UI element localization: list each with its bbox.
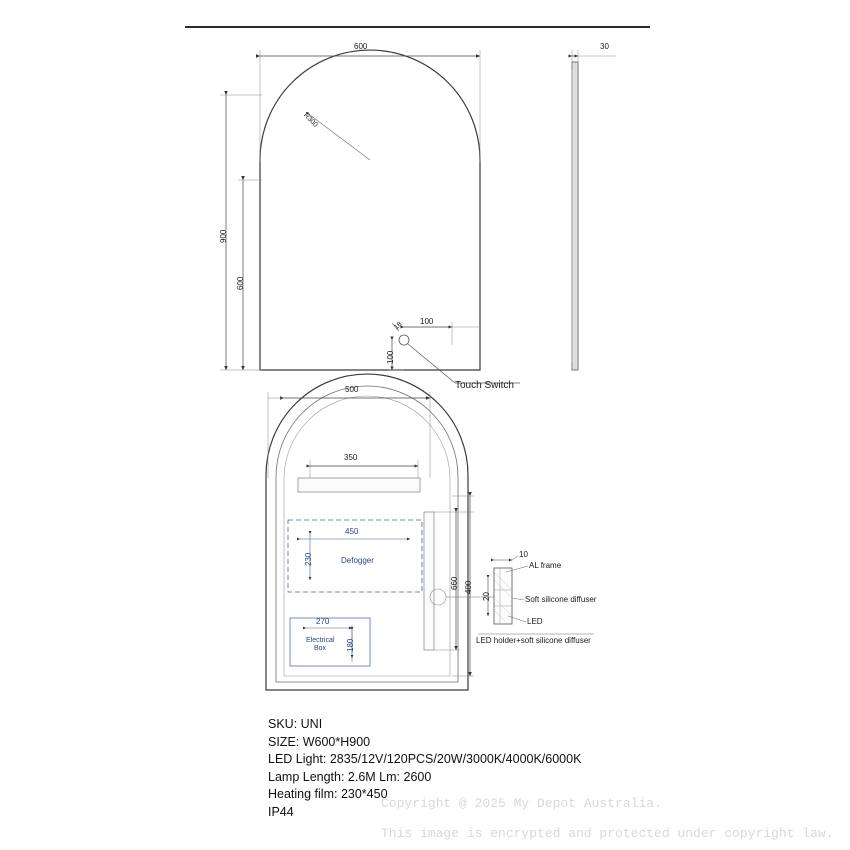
led-label: LED (527, 617, 543, 626)
front-width-label: 600 (354, 42, 368, 51)
spec-led-light: LED Light: 2835/12V/120PCS/20W/3000K/4000K/6000K (268, 752, 582, 766)
front-total-height-label: 900 (219, 229, 228, 243)
front-switch-dia-label: 18 (393, 320, 404, 332)
soft-silicone-diffuser-label: Soft silicone diffuser (525, 595, 597, 604)
watermark-notice: This image is encrypted and protected under copyright law. (381, 826, 834, 841)
back-width-label: 500 (345, 385, 359, 394)
watermark-copyright: Copyright @ 2025 My Depot Australia. (381, 796, 662, 811)
touch-switch-label: Touch Switch (455, 380, 514, 391)
side-thickness-label: 30 (600, 42, 609, 51)
spec-size: SIZE: W600*H900 (268, 734, 371, 749)
front-radius-label: R300 (302, 112, 319, 129)
spec-sku: SKU: UNI (268, 717, 323, 731)
detail-dim-20-label: 20 (482, 592, 491, 601)
electrical-box-width-label: 270 (316, 617, 330, 626)
spec-heating-film: Heating film: 230*450 (268, 787, 388, 801)
defogger-label: Defogger (341, 556, 374, 565)
spec-lamp-length: Lamp Length: 2.6M Lm: 2600 (268, 769, 432, 784)
electrical-box-height-label: 180 (346, 638, 355, 652)
detail-dim-10-label: 10 (519, 550, 528, 559)
al-frame-label: AL frame (529, 561, 562, 570)
defogger-top-width-label: 350 (344, 453, 358, 462)
led-holder-caption: LED holder+soft silicone diffuser (476, 636, 591, 645)
back-dim-400-label: 400 (464, 580, 473, 594)
back-dim-660-label: 660 (450, 576, 459, 590)
electrical-box-label-line1: Electrical (306, 637, 335, 644)
front-straight-height-label: 600 (236, 276, 245, 290)
spec-ip-rating: IP44 (268, 804, 294, 819)
front-switch-offset-v-label: 100 (386, 350, 395, 364)
electrical-box-label-line2: Box (314, 645, 327, 652)
front-switch-offset-h-label: 100 (420, 317, 434, 326)
defogger-width-label: 450 (345, 527, 359, 536)
defogger-height-label: 230 (304, 552, 313, 566)
